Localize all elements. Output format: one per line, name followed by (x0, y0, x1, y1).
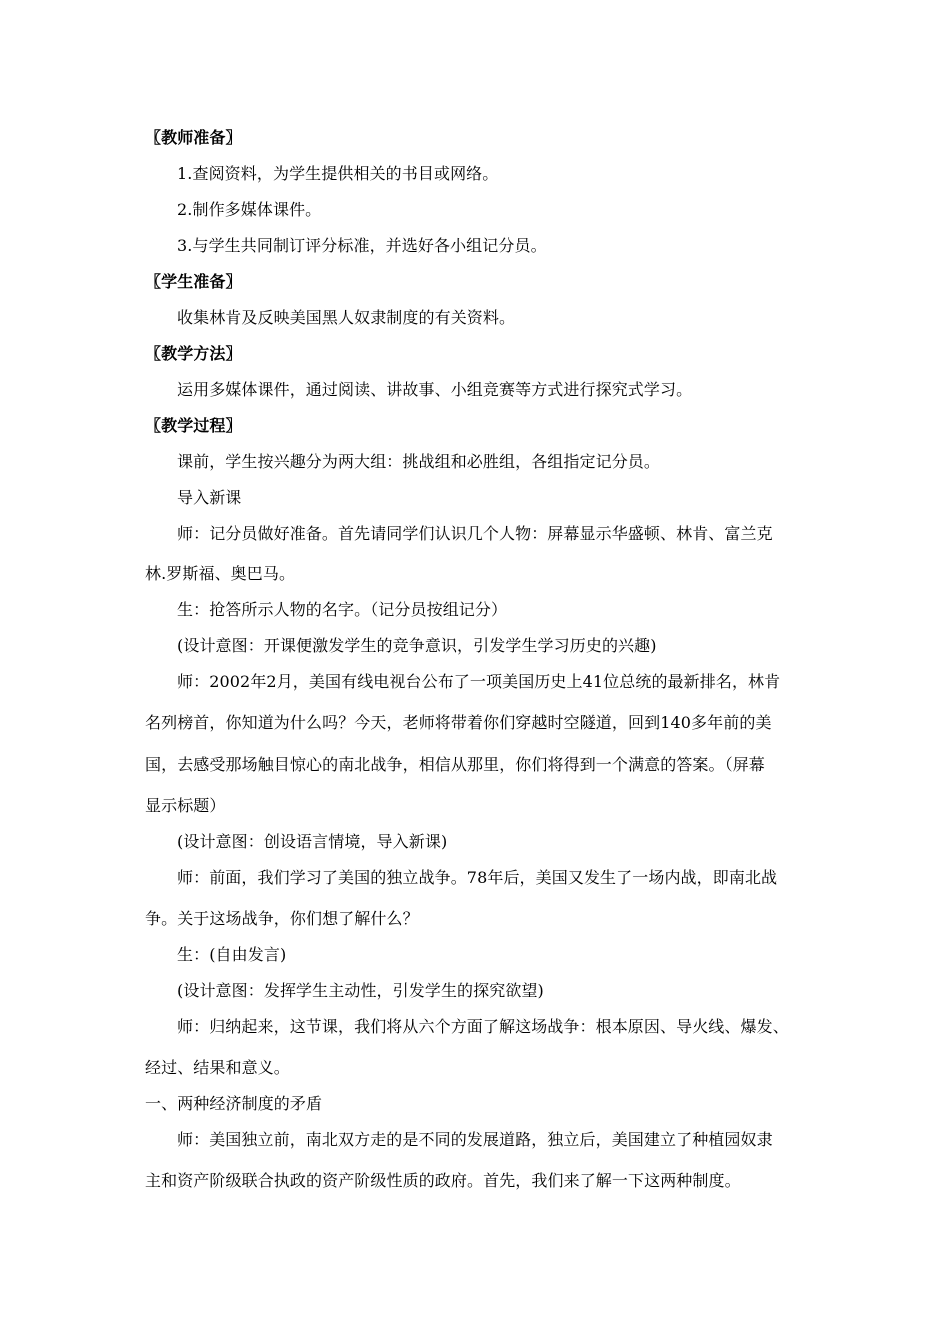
process-line: 生：抢答所示人物的名字。（记分员按组记分） (177, 600, 508, 619)
teacher-prep-item: 1.查阅资料，为学生提供相关的书目或网络。 (177, 164, 499, 183)
heading-method: 〖教学方法〗 (145, 344, 242, 363)
teacher-prep-item: 2.制作多媒体课件。 (177, 200, 322, 219)
teacher-prep-item: 3.与学生共同制订评分标准，并选好各小组记分员。 (177, 236, 547, 255)
process-line: 师：归纳起来，这节课，我们将从六个方面了解这场战争：根本原因、导火线、爆发、 (177, 1017, 789, 1036)
process-line: 显示标题） (145, 796, 226, 815)
process-line: 经过、结果和意义。 (145, 1058, 290, 1077)
process-line: (设计意图：开课便激发学生的竞争意识，引发学生学习历史的兴趣) (177, 636, 657, 655)
process-line: 争。关于这场战争，你们想了解什么？ (145, 909, 419, 928)
process-line: 名列榜首，你知道为什么吗？今天，老师将带着你们穿越时空隧道，回到140多年前的美 (145, 713, 772, 732)
process-line: (设计意图：发挥学生主动性，引发学生的探究欲望) (177, 981, 544, 1000)
process-line: 林.罗斯福、奥巴马。 (145, 564, 296, 583)
method-text: 运用多媒体课件，通过阅读、讲故事、小组竞赛等方式进行探究式学习。 (177, 380, 693, 399)
process-line: 国，去感受那场触目惊心的南北战争，相信从那里，你们将得到一个满意的答案。（屏幕 (145, 755, 765, 774)
process-line: 导入新课 (177, 488, 242, 507)
process-line: 生：(自由发言) (177, 945, 287, 964)
process-line: 师：美国独立前，南北双方走的是不同的发展道路，独立后，美国建立了种植园奴隶 (177, 1130, 773, 1149)
process-line: 主和资产阶级联合执政的资产阶级性质的政府。首先，我们来了解一下这两种制度。 (145, 1171, 741, 1190)
process-line: 师：2002年2月，美国有线电视台公布了一项美国历史上41位总统的最新排名，林肯 (177, 672, 781, 691)
student-prep-text: 收集林肯及反映美国黑人奴隶制度的有关资料。 (177, 308, 516, 327)
section-heading: 一、两种经济制度的矛盾 (145, 1094, 323, 1113)
heading-teacher-prep: 〖教师准备〗 (145, 128, 242, 147)
heading-student-prep: 〖学生准备〗 (145, 272, 242, 291)
process-line: 师：前面，我们学习了美国的独立战争。78年后，美国又发生了一场内战，即南北战 (177, 868, 778, 887)
process-line: 师：记分员做好准备。首先请同学们认识几个人物：屏幕显示华盛顿、林肯、富兰克 (177, 524, 773, 543)
heading-process: 〖教学过程〗 (145, 416, 242, 435)
process-line: 课前，学生按兴趣分为两大组：挑战组和必胜组，各组指定记分员。 (177, 452, 661, 471)
process-line: (设计意图：创设语言情境，导入新课) (177, 832, 448, 851)
